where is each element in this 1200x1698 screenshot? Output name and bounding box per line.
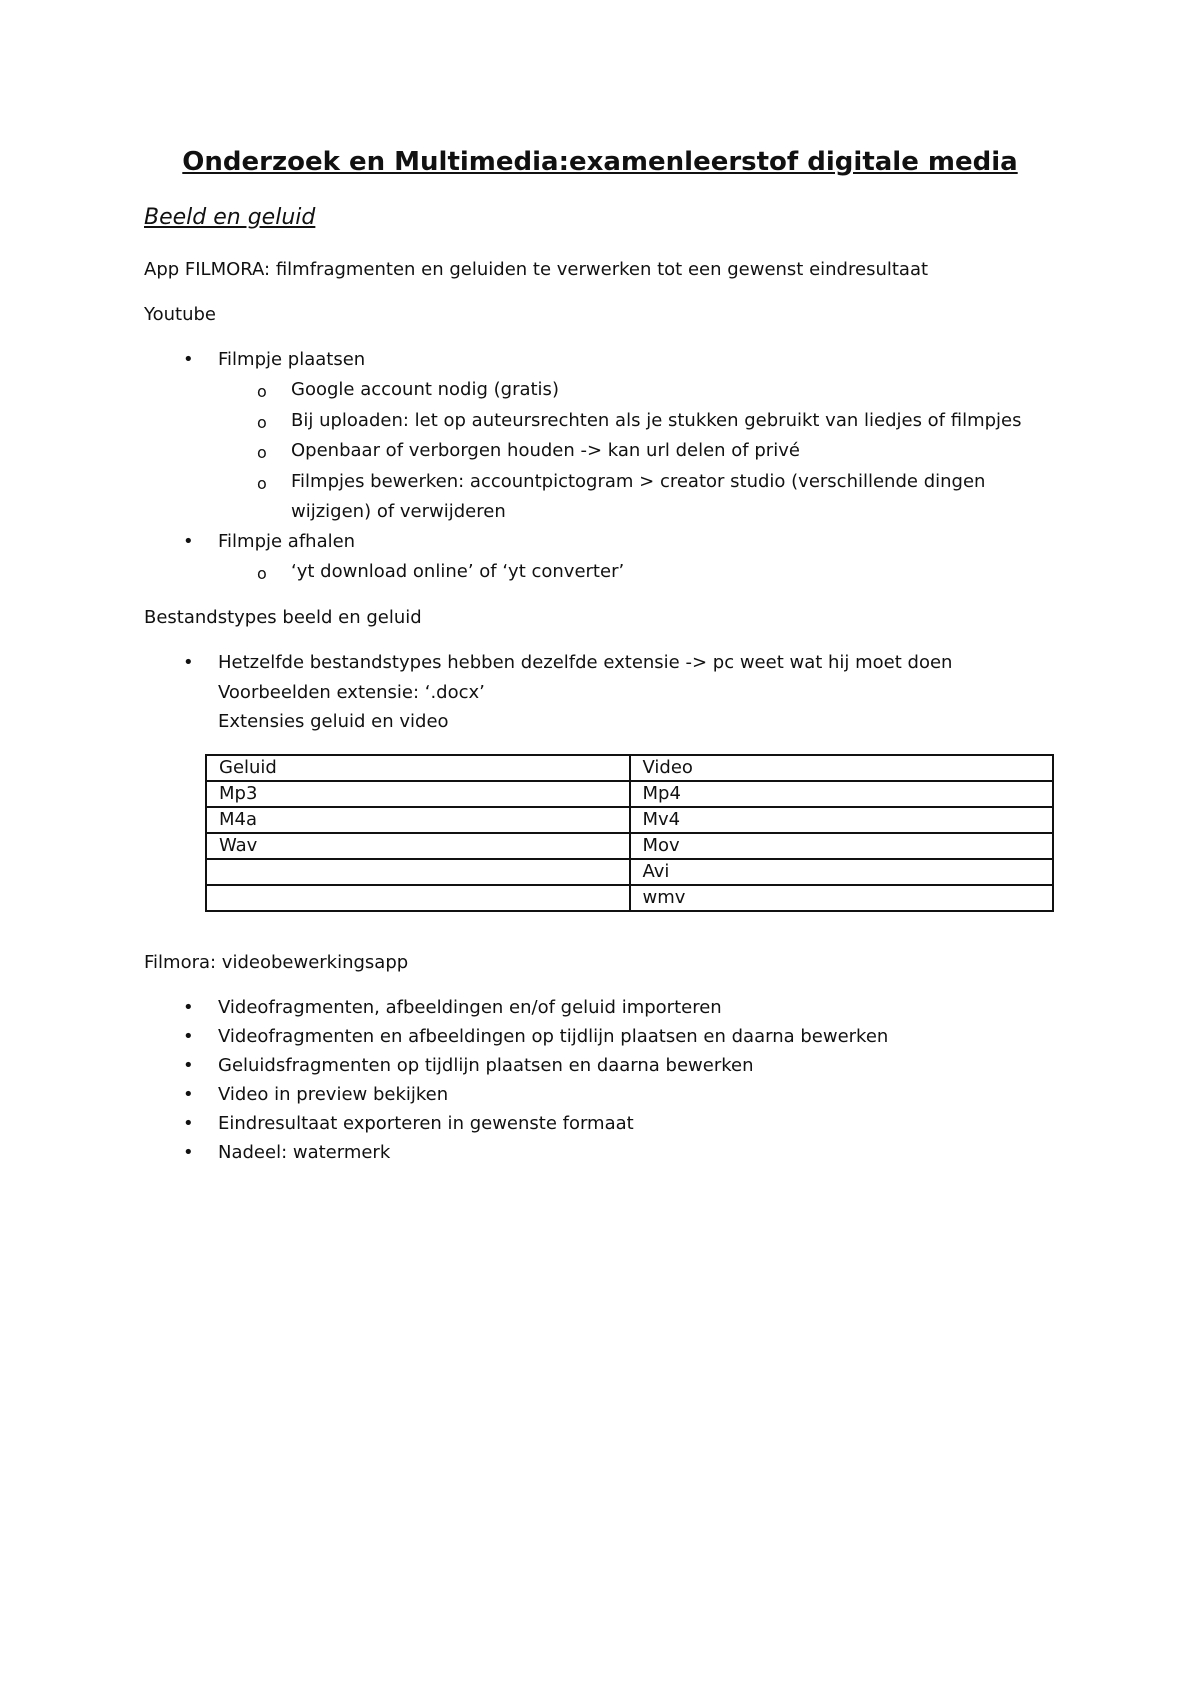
sub-list-item: Openbaar of verborgen houden -> kan url delen of privé [291,440,800,461]
list-item: Videofragmenten, afbeeldingen en/of geluid importeren [218,997,722,1018]
list-item: Geluidsfragmenten op tijdlijn plaatsen en daarna bewerken [218,1055,754,1076]
bullet-icon: • [183,997,194,1018]
bullet-icon: • [183,1055,194,1076]
bullet-icon: • [183,349,194,370]
table-cell: wmv [630,885,1054,911]
extensions-table [205,754,1054,912]
table-header-cell: Video [630,755,1054,781]
table-row [206,807,1053,833]
bullet-icon: • [183,652,194,673]
sub-list-item-continuation: wijzigen) of verwijderen [291,501,506,522]
table-cell [206,859,630,885]
table-cell: Mp3 [206,781,630,807]
table-cell: M4a [206,807,630,833]
bullet-icon: • [183,1142,194,1163]
table-cell [206,885,630,911]
table-row [206,833,1053,859]
table-header-cell: Geluid [206,755,630,781]
list-item: Filmpje plaatsen [218,349,366,370]
sub-bullet-icon: o [257,564,267,583]
sub-bullet-icon: o [257,413,267,432]
bullet-icon: • [183,1026,194,1047]
list-item: Videofragmenten en afbeeldingen op tijdlijn plaatsen en daarna bewerken [218,1026,889,1047]
list-item: Video in preview bekijken [218,1084,449,1105]
sub-bullet-icon: o [257,474,267,493]
table-row [206,885,1053,911]
bestandstypes-heading: Bestandstypes beeld en geluid [144,607,422,628]
bullet-icon: • [183,531,194,552]
sub-bullet-icon: o [257,382,267,401]
filmora-heading: Filmora: videobewerkingsapp [144,952,409,973]
table-row [206,781,1053,807]
list-item-line: Voorbeelden extensie: ‘.docx’ [218,682,485,703]
list-item: Hetzelfde bestandstypes hebben dezelfde extensie -> pc weet wat hij moet doen [218,652,953,673]
intro-paragraph: App FILMORA: filmfragmenten en geluiden te verwerken tot een gewenst eindresultaat [144,259,929,280]
sub-list-item: Bij uploaden: let op auteursrechten als je stukken gebruikt van liedjes of filmpjes [291,410,1022,431]
list-item: Nadeel: watermerk [218,1142,391,1163]
table-row [206,859,1053,885]
list-item: Filmpje afhalen [218,531,356,552]
table-header-row [206,755,1053,781]
table-cell: Mp4 [630,781,1054,807]
section-subtitle: Beeld en geluid [144,205,316,230]
table-cell: Mov [630,833,1054,859]
list-item: Eindresultaat exporteren in gewenste formaat [218,1113,634,1134]
bullet-icon: • [183,1084,194,1105]
sub-list-item: Google account nodig (gratis) [291,379,559,400]
list-item-line: Extensies geluid en video [218,711,449,732]
youtube-heading: Youtube [144,304,216,325]
bullet-icon: • [183,1113,194,1134]
sub-list-item: Filmpjes bewerken: accountpictogram > creator studio (verschillende dingen [291,471,986,492]
sub-list-item: ‘yt download online’ of ‘yt converter’ [291,561,625,582]
table-cell: Mv4 [630,807,1054,833]
page-title: Onderzoek en Multimedia:examenleerstof digitale media [182,147,1018,177]
table-cell: Wav [206,833,630,859]
table-cell: Avi [630,859,1054,885]
sub-bullet-icon: o [257,443,267,462]
